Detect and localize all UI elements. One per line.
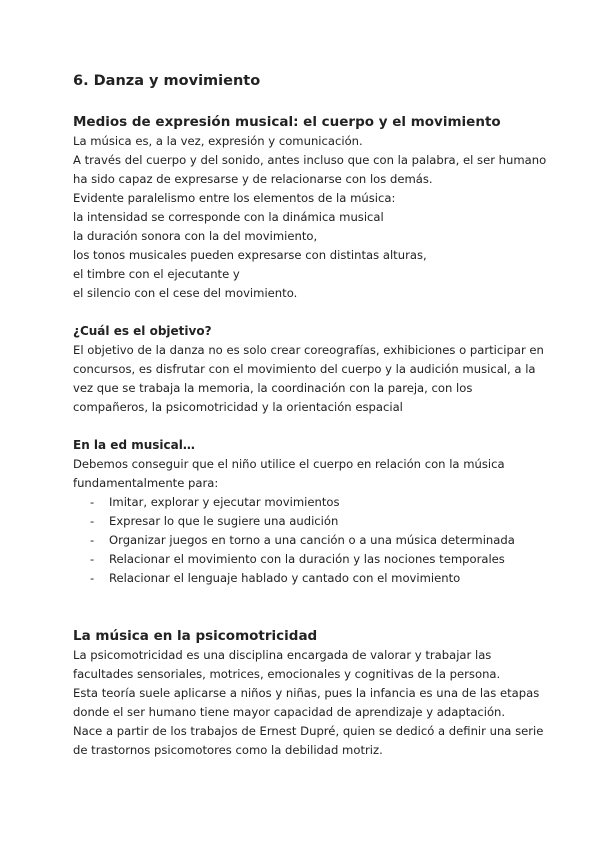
- bullet-marker: -: [90, 571, 95, 585]
- section-music-education: [73, 436, 543, 588]
- paragraph-line: ha sido capaz de expresarse y de relacionarse con los demás.: [73, 172, 433, 186]
- paragraph-line: Esta teoría suele aplicarse a niños y niñas, pues la infancia es una de las etapas: [73, 686, 540, 700]
- list-item: [73, 550, 543, 569]
- paragraph-line: Evidente paralelismo entre los elementos de la música:: [73, 191, 396, 205]
- paragraph-line: La música es, a la vez, expresión y comunicación.: [73, 134, 363, 148]
- section-heading: En la ed musical…: [73, 438, 195, 452]
- section-heading: ¿Cuál es el objetivo?: [73, 324, 212, 338]
- list-item-text: Relacionar el movimiento con la duración y las nociones temporales: [109, 552, 505, 566]
- list-item-text: Relacionar el lenguaje hablado y cantado con el movimiento: [109, 571, 461, 585]
- paragraph-line: la duración sonora con la del movimiento,: [73, 229, 318, 243]
- list-item-text: Imitar, explorar y ejecutar movimientos: [109, 495, 340, 509]
- paragraph-line: el silencio con el cese del movimiento.: [73, 286, 298, 300]
- paragraph-line: la intensidad se corresponde con la dinámica musical: [73, 210, 384, 224]
- paragraph-line: de trastornos psicomotores como la debilidad motriz.: [73, 743, 383, 757]
- list-item-text: Expresar lo que le sugiere una audición: [109, 514, 339, 528]
- paragraph-line: El objetivo de la danza no es solo crear coreografías, exhibiciones o participar en: [73, 343, 544, 357]
- paragraph-line: compañeros, la psicomotricidad y la orientación espacial: [73, 400, 403, 414]
- paragraph-line: fundamentalmente para:: [73, 476, 219, 490]
- document-title: 6. Danza y movimiento: [73, 73, 261, 89]
- list-item: [73, 512, 543, 531]
- paragraph-line: donde el ser humano tiene mayor capacidad de aprendizaje y adaptación.: [73, 705, 506, 719]
- paragraph-line: A través del cuerpo y del sonido, antes incluso que con la palabra, el ser humano: [73, 153, 547, 167]
- paragraph-line: concursos, es disfrutar con el movimiento del cuerpo y la audición musical, a la: [73, 362, 536, 376]
- list-item-text: Organizar juegos en torno a una canción o a una música determinada: [109, 533, 515, 547]
- bullet-marker: -: [90, 533, 95, 547]
- section-psychomotricity: [73, 627, 543, 760]
- section-expression-media: [73, 113, 547, 303]
- section-heading: La música en la psicomotricidad: [73, 628, 318, 644]
- bullet-marker: -: [90, 514, 95, 528]
- paragraph-line: el timbre con el ejecutante y: [73, 267, 240, 281]
- paragraph-line: Nace a partir de los trabajos de Ernest Dupré, quien se dedicó a definir una serie: [73, 724, 544, 738]
- bullet-marker: -: [90, 552, 95, 566]
- paragraph-line: La psicomotricidad es una disciplina encargada de valorar y trabajar las: [73, 648, 492, 662]
- list-item: [73, 569, 543, 588]
- section-heading: Medios de expresión musical: el cuerpo y el movimiento: [73, 114, 501, 130]
- section-objective: [73, 322, 543, 417]
- paragraph-line: facultades sensoriales, motrices, emocionales y cognitivas de la persona.: [73, 667, 501, 681]
- bullet-list: [73, 493, 543, 588]
- paragraph-line: los tonos musicales pueden expresarse con distintas alturas,: [73, 248, 427, 262]
- paragraph-line: vez que se trabaja la memoria, la coordinación con la pareja, con los: [73, 381, 473, 395]
- paragraph-line: Debemos conseguir que el niño utilice el cuerpo en relación con la música: [73, 457, 505, 471]
- list-item: [73, 531, 543, 550]
- bullet-marker: -: [90, 495, 95, 509]
- list-item: [73, 493, 543, 512]
